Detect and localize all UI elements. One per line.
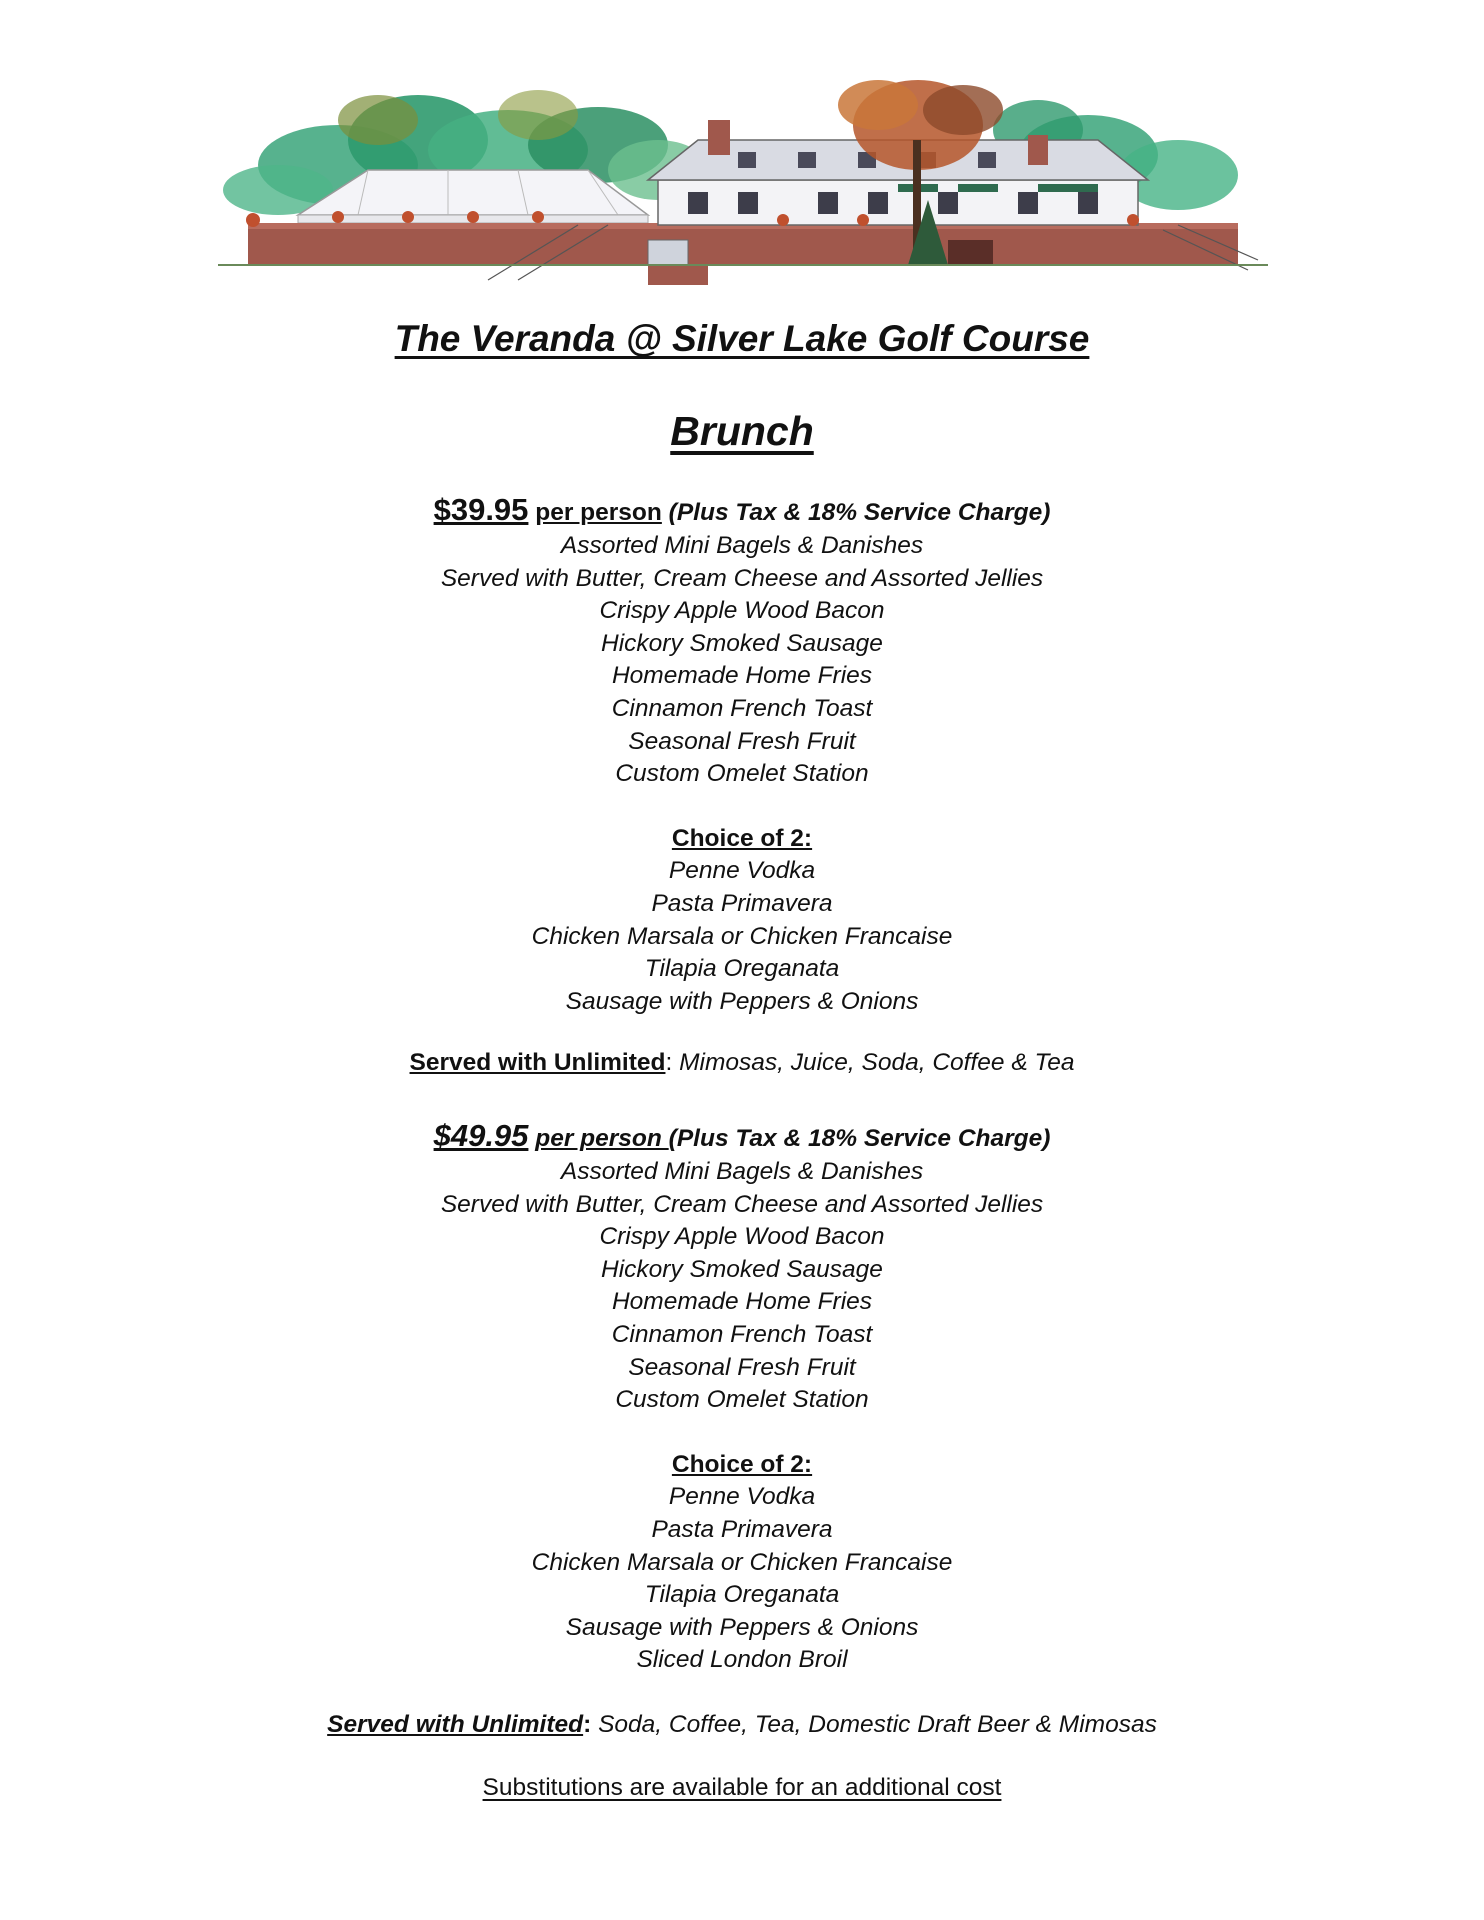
tax-note: (Plus Tax & 18% Service Charge) bbox=[668, 499, 1051, 526]
menu-item: Homemade Home Fries bbox=[611, 662, 873, 690]
choice-label: Choice of 2: bbox=[671, 824, 813, 852]
menu-item: Assorted Mini Bagels & Danishes bbox=[560, 532, 924, 559]
choice-item: Penne Vodka bbox=[668, 1483, 816, 1511]
menu-item: Served with Butter, Cream Cheese and Assorted Jellies bbox=[440, 564, 1044, 592]
per-person-label: per person bbox=[535, 499, 662, 526]
choice-item: Pasta Primavera bbox=[651, 1515, 833, 1543]
substitutions-note: Substitutions are available for an additional cost bbox=[482, 1774, 1002, 1801]
menu-item: Assorted Mini Bagels & Danishes bbox=[560, 1158, 924, 1185]
menu-item: Cinnamon French Toast bbox=[611, 1320, 873, 1348]
choice-item: Pasta Primavera bbox=[651, 889, 833, 917]
menu-item: Custom Omelet Station bbox=[615, 760, 869, 788]
price-amount: $39.95 bbox=[433, 492, 529, 527]
tax-note: (Plus Tax & 18% Service Charge) bbox=[668, 1125, 1051, 1152]
restaurant-title: The Veranda @ Silver Lake Golf Course bbox=[394, 318, 1090, 359]
unlimited-items: Mimosas, Juice, Soda, Coffee & Tea bbox=[679, 1049, 1075, 1077]
unlimited-label: Served with Unlimited bbox=[409, 1049, 666, 1077]
unlimited-label: Served with Unlimited bbox=[327, 1710, 584, 1738]
clubhouse-illustration bbox=[218, 80, 1268, 290]
choice-item: Chicken Marsala or Chicken Francaise bbox=[531, 1548, 953, 1576]
choice-item: Sausage with Peppers & Onions bbox=[565, 1613, 919, 1641]
package-section-1 bbox=[0, 493, 1484, 1080]
price-line bbox=[0, 493, 1484, 530]
price-line bbox=[0, 1119, 1484, 1156]
choice-item: Chicken Marsala or Chicken Francaise bbox=[531, 922, 953, 950]
menu-item: Custom Omelet Station bbox=[615, 1386, 869, 1414]
per-person-label: per person bbox=[535, 1125, 669, 1152]
menu-item: Crispy Apple Wood Bacon bbox=[599, 1223, 885, 1251]
unlimited-items: Soda, Coffee, Tea, Domestic Draft Beer & Mimosas bbox=[598, 1710, 1157, 1738]
choice-item: Sausage with Peppers & Onions bbox=[565, 987, 919, 1015]
menu-item: Seasonal Fresh Fruit bbox=[628, 1353, 856, 1381]
menu-item: Hickory Smoked Sausage bbox=[601, 629, 883, 657]
choice-label: Choice of 2: bbox=[671, 1450, 813, 1478]
choice-item: Tilapia Oreganata bbox=[644, 955, 840, 983]
choice-item: Sliced London Broil bbox=[636, 1646, 848, 1674]
unlimited-line: Served with Unlimited: Mimosas, Juice, Soda, Coffee & Tea bbox=[409, 1049, 1075, 1077]
menu-heading: Brunch bbox=[670, 408, 814, 454]
menu-item: Homemade Home Fries bbox=[611, 1288, 873, 1316]
price-amount: $49.95 bbox=[433, 1118, 529, 1153]
menu-item: Crispy Apple Wood Bacon bbox=[599, 597, 885, 625]
menu-item: Served with Butter, Cream Cheese and Assorted Jellies bbox=[440, 1190, 1044, 1218]
menu-item: Hickory Smoked Sausage bbox=[601, 1255, 883, 1283]
choice-item: Tilapia Oreganata bbox=[644, 1581, 840, 1609]
package-section-2 bbox=[0, 1119, 1484, 1742]
menu-item: Seasonal Fresh Fruit bbox=[628, 727, 856, 755]
choice-item: Penne Vodka bbox=[668, 857, 816, 885]
menu-item: Cinnamon French Toast bbox=[611, 694, 873, 722]
unlimited-line: Served with Unlimited: Soda, Coffee, Tea, Domestic Draft Beer & Mimosas bbox=[327, 1710, 1157, 1738]
brick-wall bbox=[248, 223, 1238, 285]
